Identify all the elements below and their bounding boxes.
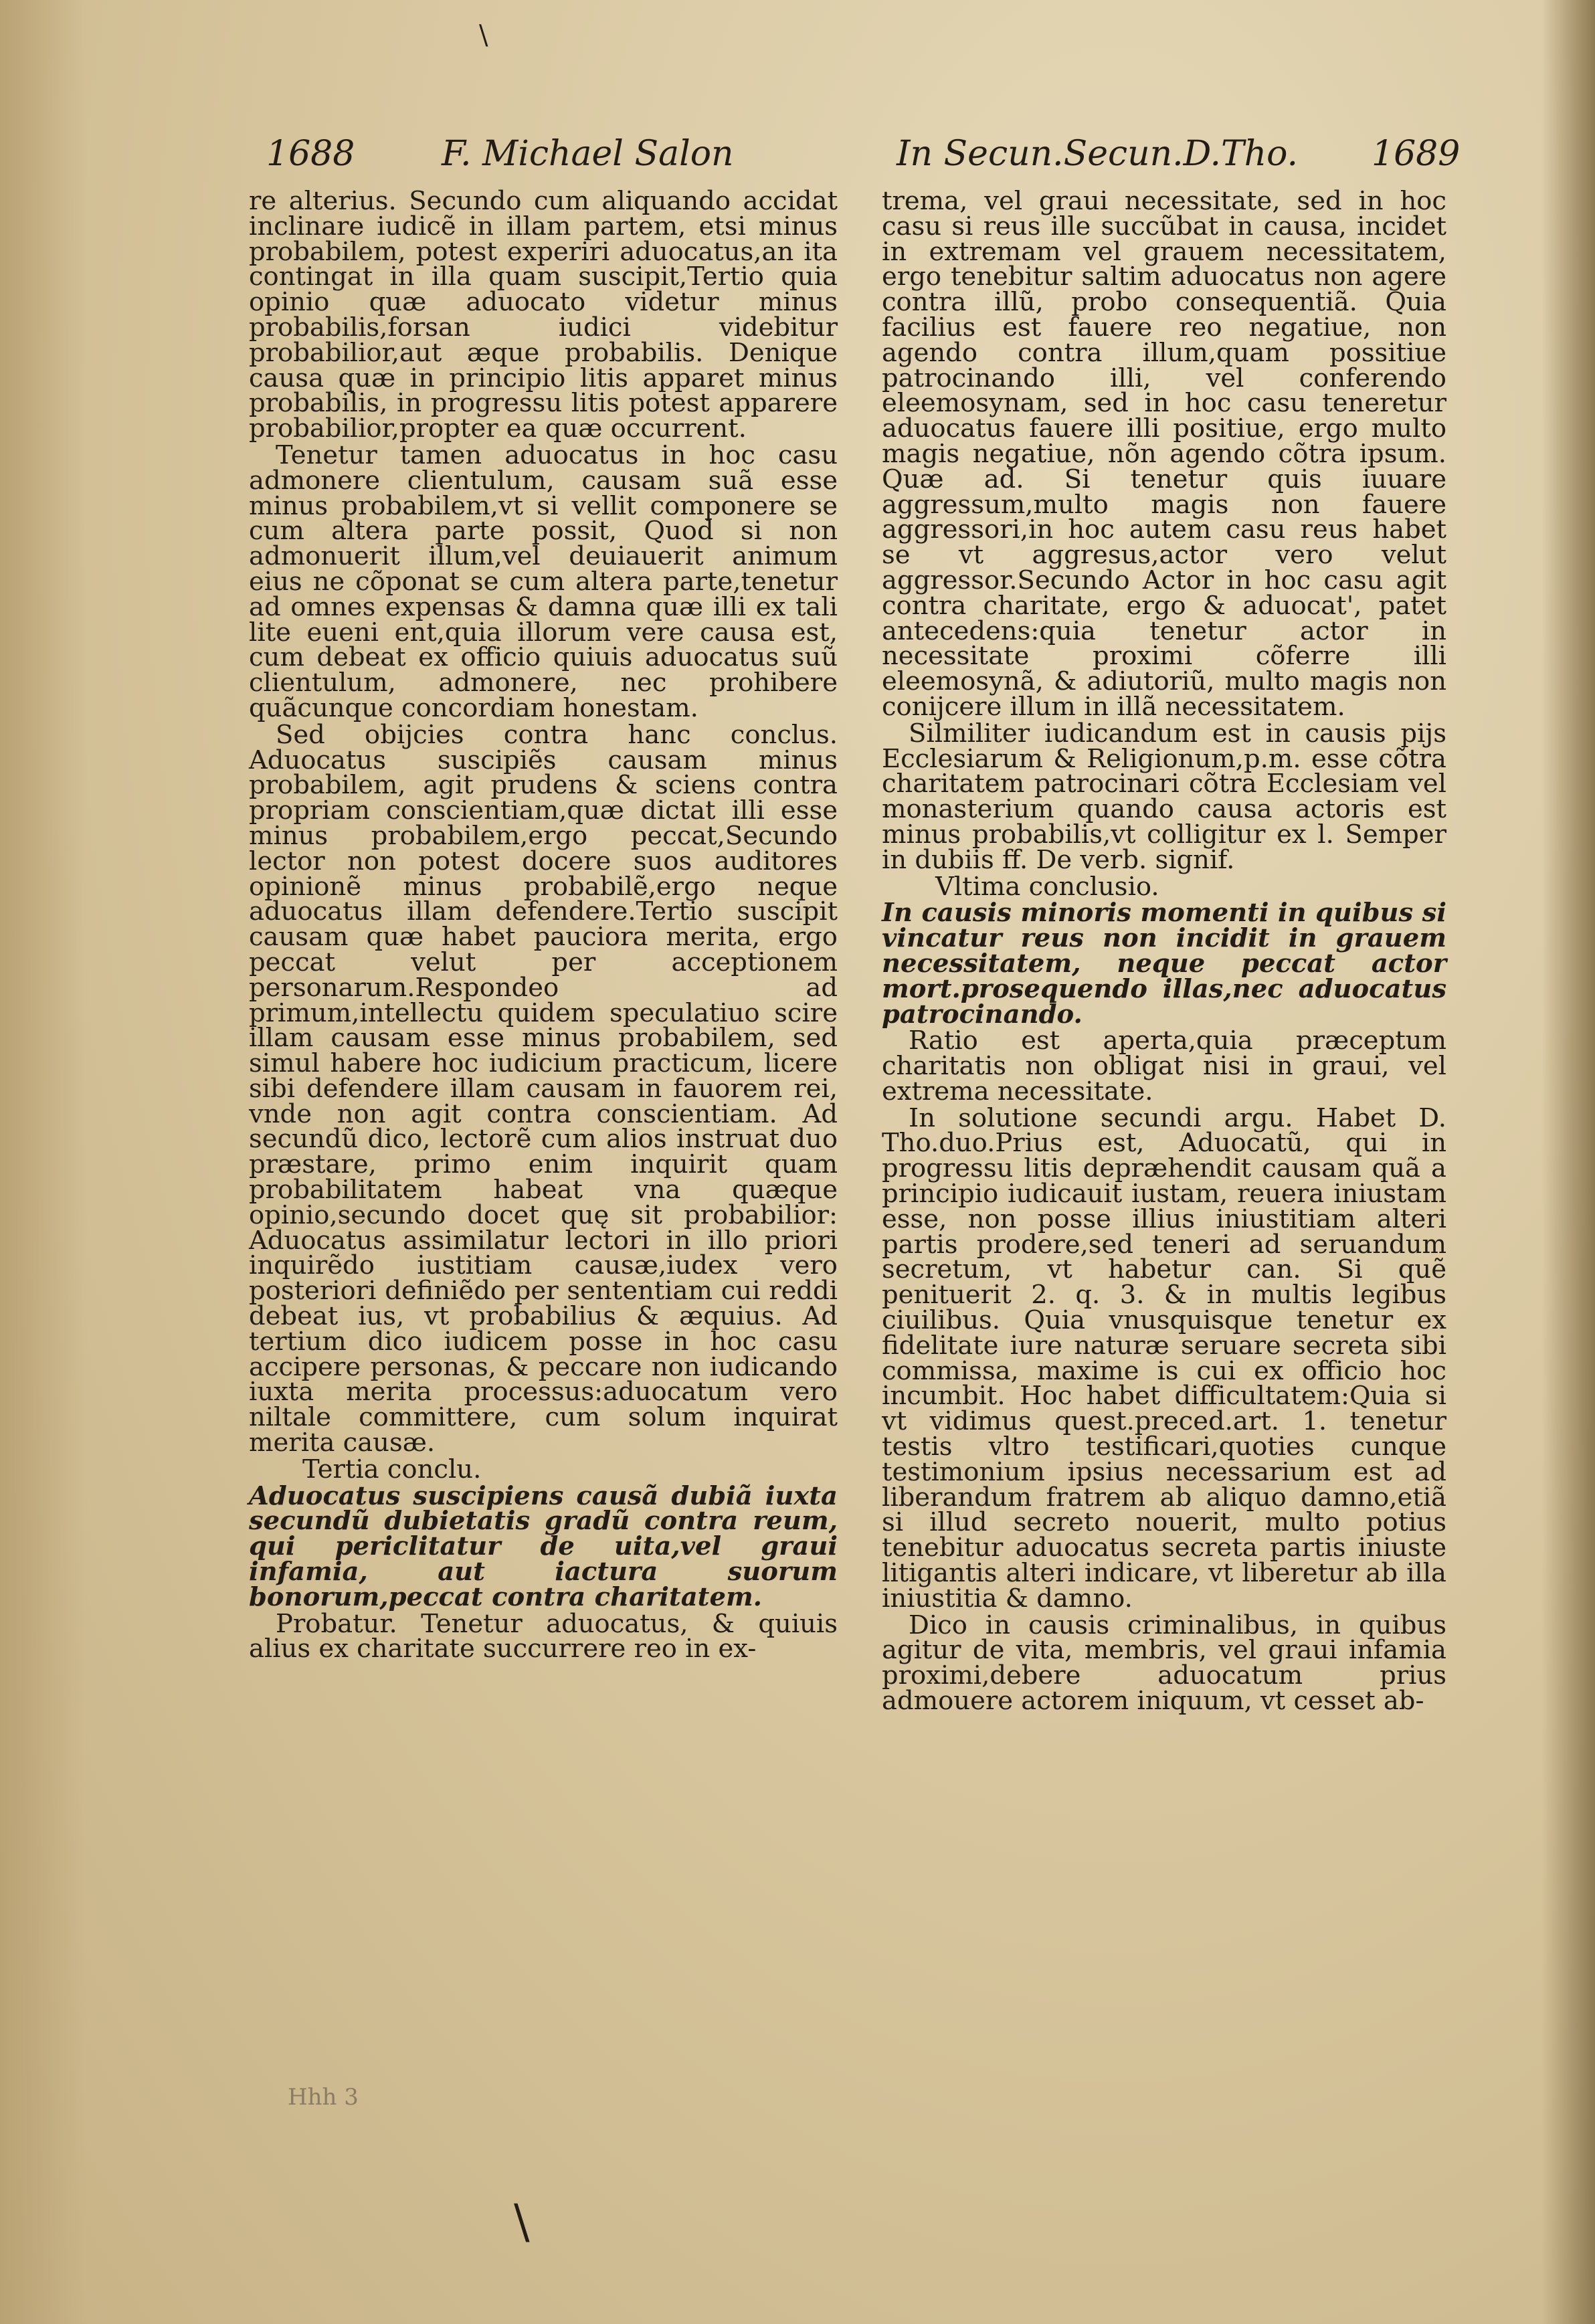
page-edge-shadow-left <box>0 0 87 2324</box>
conclusion-statement: In causis minoris momenti in quibus si vincatur reus non incidit in grauem necessitatem, neque peccat actor mort.prosequendo illas,nec aduocatus patrocinando. <box>882 898 1446 1030</box>
paragraph: Silmiliter iudicandum est in causis pijs Ecclesiarum & Religionum,p.m. esse cõtra charitatem patrocinari cõtra Ecclesiam vel monasterium quando causa actoris est minus probabilis,vt colligitur ex l. Semper in dubiis ff. De verb. signif. <box>882 718 1446 875</box>
paragraph: Tenetur tamen aduocatus in hoc casu admonere clientulum, causam suã esse minus probabilem,vt si vellit componere se cum altera parte possit, Quod si non admonuerit illum,vel deuiauerit animum eius ne cõponat se cum altera parte,tenetur ad omnes expensas & damna quæ illi ex tali lite eueni ent,quia illorum vere causa est, cum debeat ex officio quiuis aduocatus suũ clientulum, admonere, nec prohibere quãcunque concordiam honestam. <box>249 440 838 723</box>
right-running-title: In Secun.Secun.D.Tho. <box>897 134 1299 174</box>
page-edge-shadow-right <box>1541 0 1595 2324</box>
left-page-number: 1688 <box>266 134 355 174</box>
right-page-number: 1689 <box>1372 134 1461 174</box>
right-text-column <box>882 186 1446 1717</box>
conclusion-heading: Tertia conclu. <box>302 1454 482 1484</box>
paragraph: Probatur. Tenetur aduocatus, & quiuis alius ex charitate succurrere reo in ex- <box>249 1608 838 1664</box>
paragraph: Sed obijcies contra hanc conclus. Aduocatus suscipiẽs causam minus probabilem, agit prudens & sciens contra propriam conscientiam,quæ dictat illi esse minus probabilem,ergo peccat,Secundo lector non potest docere suos auditores opinionẽ minus probabilẽ,ergo neque aduocatus illam defendere.Tertio suscipit causam quæ habet pauciora merita, ergo peccat velut per acceptionem personarum.Respondeo ad primum,intellectu quidem speculatiuo scire illam causam esse minus probabilem, sed simul habere hoc iudicium practicum, licere sibi defendere illam causam in fauorem rei, vnde non agit contra conscientiam. Ad secundũ dico, lectorẽ cum alios instruat duo præstare, primo enim inquirit quam probabilitatem habeat vna quæque opinio,secundo docet quę sit probabilior: Aduocatus assimilatur lectori in illo priori inquirẽdo iustitiam causæ,iudex vero posteriori definiẽdo per sententiam cui reddi debeat ius, vt probabilius & æquius. Ad tertium dico iudicem posse in hoc casu accipere personas, & peccare non iudicando iuxta merita processus:aduocatum vero niltale committere, cum solum inquirat merita causæ. <box>249 719 838 1458</box>
left-text-column <box>249 186 838 1664</box>
paragraph: trema, vel graui necessitate, sed in hoc casu si reus ille succũbat in causa, incidet in extremam vel grauem necessitatem, ergo tenebitur saltim aduocatus non agere contra illũ, probo consequentiã. Quia facilius est fauere reo negatiue, non agendo contra illum,quam possitiue patrocinando illi, vel conferendo eleemosynam, sed in hoc casu teneretur aduocatus fauere illi positiue, ergo multo magis negatiue, nõn agendo cõtra ipsum. Quæ ad. Si tenetur quis iuuare aggressum,multo magis non fauere aggressori,in hoc autem casu reus habet se vt aggresus,actor vero velut aggressor.Secundo Actor in hoc casu agit contra charitate, ergo & aduocat', patet antecedens:quia tenetur actor in necessitate proximi cõferre illi eleemosynã, & adiutoriũ, multo magis non conijcere illum in illã necessitatem. <box>882 186 1446 722</box>
paragraph: Dico in causis criminalibus, in quibus agitur de vita, membris, vel graui infamia proximi,debere aduocatum prius admouere actorem iniquum, vt cesset ab- <box>882 1610 1446 1717</box>
ink-mark: \ <box>514 2194 530 2249</box>
left-running-title: F. Michael Salon <box>442 134 734 174</box>
ink-mark: \ <box>479 20 488 51</box>
signature-mark: Hhh 3 <box>288 2084 359 2111</box>
paragraph: In solutione secundi argu. Habet D. Tho.duo.Prius est, Aduocatũ, qui in progressu litis depræhendit causam quã a principio iudicauit iustam, reuera iniustam esse, non posse illius iniustitiam alteri partis prodere,sed teneri ad seruandum secretum, vt habetur can. Si quẽ penituerit 2. q. 3. & in multis legibus ciuilibus. Quia vnusquisque tenetur ex fidelitate iure naturæ seruare secreta sibi commissa, maxime is cui ex officio hoc incumbit. Hoc habet difficultatem:Quia si vt vidimus quest.preced.art. 1. tenetur testis vltro testificari,quoties cunque testimonium ipsius necessarium est ad liberandum fratrem ab aliquo damno,etiã si illud secreto nouerit, multo potius tenebitur aduocatus secreta partis iniuste litigantis alteri indicare, vt liberetur ab illa iniustitia & damno. <box>882 1102 1446 1614</box>
paragraph: re alterius. Secundo cum aliquando accidat inclinare iudicẽ in illam partem, etsi minus probabilem, potest experiri aduocatus,an ita contingat in illa quam suscipit,Tertio quia opinio quæ aduocato videtur minus probabilis,forsan iudici videbitur probabilior,aut æque probabilis. Denique causa quæ in principio litis apparet minus probabilis, in progressu litis potest apparere probabilior,propter ea quæ occurrent. <box>249 186 838 444</box>
paragraph: Ratio est aperta,quia præceptum charitatis non obligat nisi in graui, vel extrema necessitate. <box>882 1026 1446 1106</box>
conclusion-statement: Aduocatus suscipiens causã dubiã iuxta secundũ dubietatis gradũ contra reum, qui periclitatur de uita,vel graui infamia, aut iactura suorum bonorum,peccat contra charitatem. <box>249 1480 838 1612</box>
conclusion-heading: Vltima conclusio. <box>935 871 1159 902</box>
